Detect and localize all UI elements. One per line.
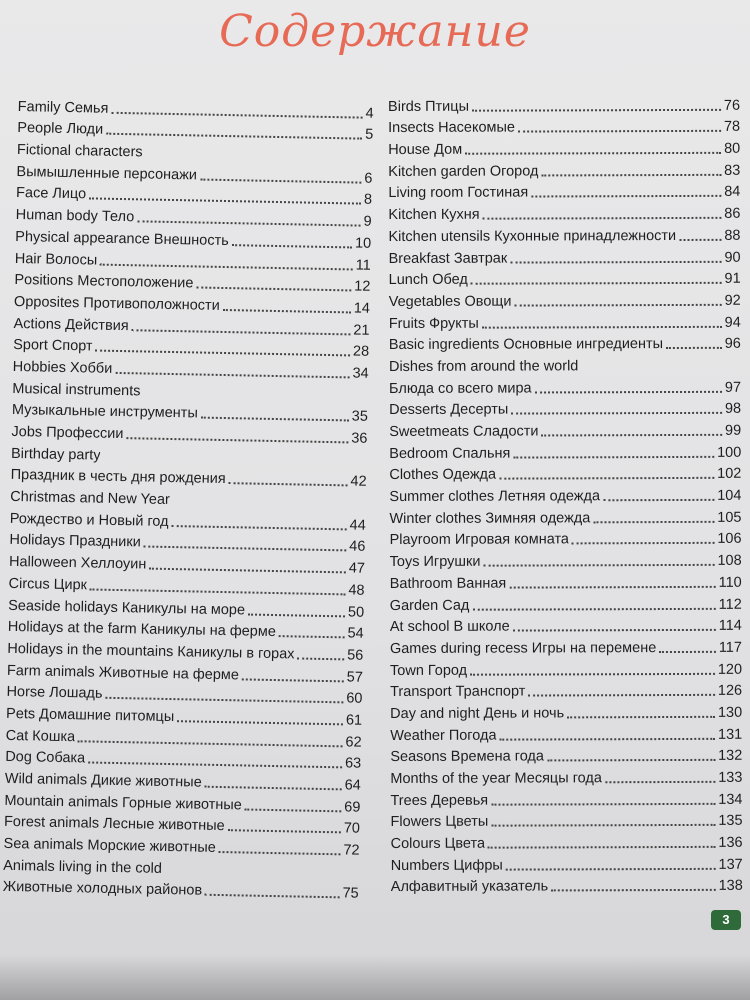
dot-leader — [593, 521, 714, 523]
toc-entry-label: Living room Гостиная — [388, 184, 529, 202]
toc-entry-page: 108 — [717, 552, 742, 569]
toc-entry — [389, 440, 741, 463]
toc-entry — [390, 722, 742, 745]
dot-leader — [126, 437, 348, 443]
toc-entry-label: At school В школе — [389, 618, 510, 636]
toc-entry-label: Holidays at the farm Каникулы на ферме — [7, 619, 277, 641]
dot-leader — [679, 239, 721, 241]
toc-entry-label: Garden Сад — [389, 597, 470, 614]
toc-entry-label: Kitchen Кухня — [388, 206, 480, 224]
toc-entry-page: 14 — [353, 300, 371, 317]
toc-entry-label: Wild animals Дикие животные — [4, 770, 202, 791]
toc-entry — [390, 743, 742, 766]
toc-entry-label: Numbers Цифры — [390, 857, 503, 874]
toc-entry-page: 57 — [346, 668, 364, 686]
toc-entry-label: Holidays Праздники — [9, 532, 141, 551]
dot-leader — [513, 456, 714, 459]
dot-leader — [572, 542, 714, 544]
toc-entry — [390, 787, 742, 810]
dot-leader — [542, 434, 723, 437]
toc-entry-page: 138 — [718, 878, 743, 895]
toc-entry-page: 106 — [717, 531, 742, 548]
toc-entry — [388, 93, 740, 116]
toc-entry — [390, 700, 742, 723]
toc-entry-page: 94 — [724, 314, 741, 331]
toc-entry-label: Playroom Игровая комната — [389, 531, 570, 549]
toc-entry-label: Birds Птицы — [388, 98, 470, 115]
toc-entry-label: Musical instruments — [12, 380, 141, 400]
toc-entry-label: Desserts Десерты — [389, 401, 509, 419]
toc-entry — [389, 245, 741, 268]
dot-leader — [483, 217, 722, 220]
toc-entry-page: 133 — [718, 769, 743, 786]
toc-entry — [388, 180, 740, 203]
dot-leader — [245, 808, 341, 812]
toc-entry-page: 61 — [345, 712, 363, 729]
toc-entry — [391, 874, 743, 897]
dot-leader — [513, 629, 716, 632]
toc-entry — [388, 158, 740, 181]
dot-leader — [177, 720, 343, 725]
toc-entry-label: House Дом — [388, 141, 463, 159]
dot-leader — [196, 287, 351, 292]
toc-entry-page: 36 — [351, 430, 368, 447]
toc-entry-page: 12 — [354, 278, 371, 295]
dot-leader — [149, 568, 346, 574]
toc-entry-page: 4 — [365, 105, 374, 122]
toc-entry — [390, 657, 742, 680]
dot-leader — [223, 309, 351, 313]
toc-entry-page: 54 — [347, 625, 364, 642]
dot-leader — [659, 651, 716, 653]
toc-entry — [389, 505, 741, 528]
toc-entry-label: Bathroom Ванная — [389, 575, 507, 592]
toc-entry-label: Holidays in the mountains Каникулы в горах — [7, 640, 295, 663]
toc-entry-page: 99 — [725, 422, 742, 439]
dot-leader — [205, 894, 339, 899]
dot-leader — [137, 220, 360, 226]
toc-entry-page: 83 — [724, 162, 741, 179]
toc-entry-label: Seasons Времена года — [390, 748, 544, 766]
toc-entry-page: 62 — [345, 734, 362, 751]
toc-entry-label: Hair Волосы — [14, 250, 98, 269]
toc-entry-label: Kitchen utensils Кухонные принадлежности — [388, 227, 677, 245]
page-number-badge: 3 — [711, 910, 741, 930]
dot-leader — [229, 482, 348, 486]
dot-leader — [500, 737, 716, 740]
toc-entry — [390, 592, 742, 615]
dot-leader — [666, 347, 722, 349]
dot-leader — [603, 499, 714, 501]
toc-entry-page: 46 — [349, 538, 366, 556]
dot-leader — [491, 824, 715, 827]
toc-entry-page: 132 — [718, 748, 743, 765]
toc-column-left — [3, 94, 374, 903]
toc-entry-label: Forest animals Лесные животные — [3, 814, 225, 835]
dot-leader — [200, 178, 361, 183]
toc-entry — [390, 548, 742, 571]
toc-entry-label: Weather Погода — [390, 727, 497, 744]
dot-leader — [242, 678, 344, 682]
toc-entry — [390, 678, 742, 701]
dot-leader — [219, 851, 341, 855]
dot-leader — [297, 657, 344, 660]
toc-entry-label: Алфавитный указатель — [390, 878, 549, 896]
toc-entry-page: 96 — [724, 336, 741, 353]
dot-leader — [547, 759, 715, 762]
toc-entry-label: Family Семья — [17, 98, 109, 117]
toc-entry-page: 92 — [724, 292, 741, 309]
toc-entry-label: Animals living in the cold — [3, 857, 163, 877]
dot-leader — [488, 846, 715, 849]
toc-entry-label: Colours Цвета — [390, 835, 486, 853]
dot-leader — [105, 697, 343, 704]
dot-leader — [205, 786, 342, 791]
dot-leader — [471, 282, 722, 285]
toc-entry-page: 117 — [718, 639, 742, 656]
toc-entry-label: Праздник в честь дня рождения — [10, 467, 226, 488]
toc-entry-label: Transport Транспорт — [390, 683, 526, 701]
toc-entry-page: 84 — [724, 184, 741, 201]
toc-entry — [389, 461, 741, 484]
toc-entry-label: Trees Деревья — [390, 792, 489, 809]
dot-leader — [514, 304, 721, 307]
toc-entry-label: Actions Действия — [13, 315, 129, 334]
toc-entry-label: Birthday party — [10, 445, 101, 464]
toc-entry-page: 137 — [718, 856, 743, 873]
toc-entry-label: Human body Тело — [15, 207, 135, 226]
toc-entry-page: 6 — [364, 170, 373, 187]
toc-entry-page: 78 — [723, 119, 741, 136]
toc-entry-label: Dog Собака — [5, 749, 86, 767]
toc-entry-page: 80 — [724, 140, 741, 157]
toc-entry-page: 64 — [344, 777, 361, 794]
toc-entry — [390, 635, 742, 658]
toc-entry-page: 134 — [718, 791, 743, 808]
toc-entry-label: Животные холодных районов — [2, 879, 203, 900]
toc-entry-page: 11 — [355, 257, 371, 274]
toc-entry — [389, 375, 741, 398]
toc-entry — [389, 310, 741, 333]
toc-entry-label: Sea animals Морские животные — [3, 835, 216, 856]
dot-leader — [551, 889, 715, 892]
toc-entry — [389, 353, 741, 376]
dot-leader — [506, 868, 716, 871]
dot-leader — [144, 546, 346, 552]
toc-entry-label: Months of the year Месяцы года — [390, 770, 602, 787]
toc-entry — [390, 808, 742, 831]
toc-entry-label: Cat Кошка — [5, 727, 76, 745]
toc-entry-label: Horse Лошадь — [6, 684, 103, 702]
toc-entry-label: Bedroom Спальня — [389, 445, 511, 462]
toc-entry-label: Christmas and New Year — [10, 488, 170, 509]
dot-leader — [232, 244, 352, 248]
toc-entry — [390, 613, 742, 636]
toc-entry — [390, 527, 742, 550]
toc-entry-page: 70 — [343, 820, 361, 838]
dot-leader — [482, 325, 722, 328]
dot-leader — [472, 109, 721, 112]
toc-entry-page: 76 — [723, 97, 741, 114]
toc-entry-label: Dishes from around the world — [388, 358, 579, 375]
dot-leader — [132, 329, 351, 335]
dot-leader — [605, 781, 715, 783]
toc-entry-page: 75 — [342, 885, 359, 903]
toc-entry — [389, 288, 741, 311]
toc-entry-label: Breakfast Завтрак — [388, 250, 508, 267]
dot-leader — [499, 477, 714, 480]
toc-entry-label: Kitchen garden Огород — [388, 163, 539, 180]
toc-entry-label: Town Город — [389, 662, 468, 679]
dot-leader — [528, 694, 715, 697]
toc-entry-label: Музыкальные инструменты — [11, 402, 198, 422]
toc-entry — [388, 223, 740, 246]
toc-entry — [388, 136, 740, 159]
dot-leader — [531, 195, 721, 198]
dot-leader — [279, 635, 345, 638]
toc-entry-label: People Люди — [17, 120, 104, 139]
toc-entry-page: 126 — [717, 683, 743, 700]
toc-entry-label: Sweetmeats Сладости — [389, 423, 539, 440]
toc-entry-page: 135 — [718, 813, 743, 830]
toc-entry-label: Flowers Цветы — [390, 814, 489, 831]
toc-entry-page: 97 — [724, 379, 742, 396]
dot-leader — [172, 525, 347, 530]
toc-entry-page: 102 — [717, 466, 742, 483]
toc-entry-label: Insects Насекомые — [388, 119, 515, 137]
toc-entry-page: 72 — [343, 842, 360, 859]
toc-entry-label: Блюда со всего мира — [389, 380, 532, 397]
dot-leader — [248, 613, 345, 617]
toc-entry-page: 48 — [348, 582, 365, 599]
toc-entry-label: Vegetables Овощи — [388, 293, 512, 310]
toc-entry-page: 112 — [718, 596, 742, 613]
toc-entry-page: 60 — [346, 690, 363, 707]
toc-entry-page: 69 — [344, 799, 361, 816]
dot-leader — [509, 586, 715, 589]
dot-leader — [518, 130, 721, 133]
dot-leader — [511, 412, 722, 415]
toc-entry-page: 91 — [724, 270, 741, 288]
toc-entry-page: 50 — [347, 603, 365, 621]
toc-entry-page: 130 — [717, 704, 743, 721]
dot-leader — [115, 372, 349, 378]
toc-entry — [390, 765, 742, 788]
page-title: Содержание — [219, 6, 531, 57]
toc-entry-label: Вымышленные персонажи — [16, 163, 198, 184]
toc-entry-label: Mountain animals Горные животные — [4, 792, 242, 814]
toc-entry-page: 47 — [348, 560, 366, 577]
toc-entry-label: Halloween Хеллоуин — [8, 554, 147, 573]
toc-entry-label: Clothes Одежда — [389, 467, 497, 484]
dot-leader — [228, 830, 341, 834]
toc-entry-label: Hobbies Хобби — [12, 358, 113, 377]
toc-entry-page: 56 — [346, 647, 364, 664]
toc-entry-label: Day and night День и ночь — [390, 705, 565, 722]
toc-entry-label: Fictional characters — [16, 142, 143, 161]
toc-entry-label: Seaside holidays Каникулы на море — [8, 597, 246, 618]
toc-entry-label: Pets Домашние питомцы — [5, 705, 175, 726]
toc-entry-page: 34 — [352, 365, 369, 382]
toc-entry-page: 10 — [354, 235, 372, 252]
dot-leader — [465, 152, 721, 155]
toc-entry-label: Opposites Противоположности — [13, 293, 220, 314]
toc-entry-page: 120 — [717, 661, 743, 678]
toc-entry — [390, 570, 742, 593]
dot-leader — [472, 607, 715, 610]
toc-entry — [389, 483, 741, 506]
toc-entry-label: Fruits Фрукты — [388, 315, 479, 332]
toc-entry-page: 88 — [724, 227, 741, 244]
toc-entry — [388, 114, 740, 137]
toc-entry-label: Summer clothes Летняя одежда — [389, 488, 601, 506]
page-edge-shadow — [0, 955, 750, 1000]
toc-entry-page: 90 — [724, 249, 741, 266]
toc-entry-page: 21 — [353, 322, 370, 339]
toc-entry-label: Basic ingredients Основные ингредиенты — [388, 336, 664, 354]
toc-entry-page: 44 — [349, 517, 366, 534]
dot-leader — [567, 716, 715, 719]
toc-entry-page: 110 — [718, 574, 742, 591]
dot-leader — [470, 672, 715, 675]
toc-entry-label: Toys Игрушки — [389, 553, 481, 571]
toc-entry-page: 136 — [718, 834, 743, 851]
toc-entry-label: Positions Местоположение — [14, 272, 194, 292]
toc-entry-label: Physical appearance Внешность — [15, 228, 229, 249]
dot-leader — [541, 174, 721, 177]
toc-entry — [389, 396, 741, 419]
toc-entry-label: Circus Цирк — [8, 575, 88, 594]
toc-column-right — [388, 93, 743, 897]
dot-leader — [510, 260, 721, 263]
toc-entry-page: 131 — [718, 726, 743, 743]
toc-entry-label: Jobs Профессии — [11, 423, 124, 443]
toc-entry-page: 42 — [350, 473, 367, 491]
toc-entry-page: 100 — [717, 444, 742, 461]
toc-entry-page: 28 — [352, 343, 370, 361]
toc-entry-label: Farm animals Животные на ферме — [6, 662, 240, 683]
toc-entry-page: 9 — [363, 213, 372, 230]
toc-entry — [389, 266, 741, 289]
toc-entry-page: 63 — [344, 755, 362, 773]
toc-entry-label: Lunch Обед — [388, 271, 468, 289]
toc-entry-label: Face Лицо — [15, 185, 87, 203]
toc-entry — [391, 852, 743, 875]
toc-entry-label: Winter clothes Зимняя одежда — [389, 510, 591, 527]
toc-entry-page: 98 — [724, 401, 742, 418]
dot-leader — [201, 417, 349, 422]
toc-entry — [389, 418, 741, 441]
dot-leader — [483, 564, 714, 567]
toc-entry-label: Рождество и Новый год — [9, 510, 169, 530]
toc-entry-label: Games during recess Игры на перемене — [389, 639, 657, 657]
dot-leader — [491, 803, 715, 806]
toc-entry-page: 35 — [351, 408, 369, 426]
toc-entry-page: 8 — [363, 192, 373, 209]
toc-entry-page: 104 — [717, 487, 742, 504]
toc-entry-page: 86 — [724, 205, 741, 222]
dot-leader — [535, 390, 722, 393]
toc-entry-page: 5 — [365, 127, 374, 144]
toc-entry-page: 114 — [718, 617, 742, 635]
toc-entry — [389, 331, 741, 354]
toc-entry — [388, 201, 740, 224]
toc-entry-page: 105 — [717, 509, 742, 526]
toc-entry — [391, 830, 743, 853]
toc-entry-label: Sport Спорт — [13, 337, 93, 355]
